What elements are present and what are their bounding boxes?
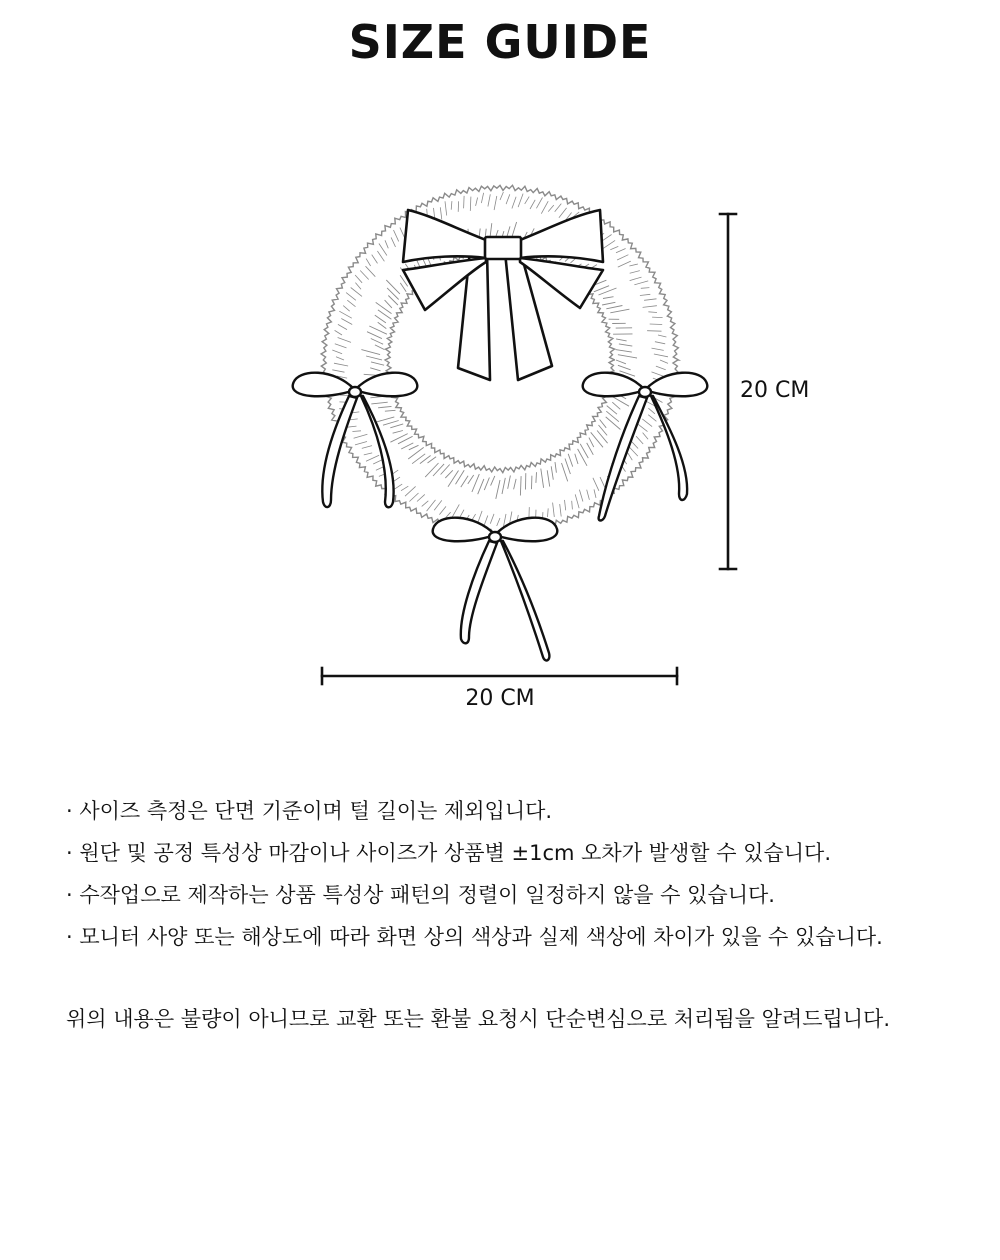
fur-strand (445, 201, 447, 215)
fur-strand (560, 504, 562, 516)
fur-strand (360, 271, 369, 280)
fur-strand (618, 261, 631, 267)
fur-strand (575, 454, 578, 464)
fur-strand (606, 306, 622, 309)
fur-strand (643, 306, 657, 308)
fur-strand (355, 283, 361, 290)
fur-strand (547, 470, 550, 486)
fur-strand (347, 300, 355, 307)
fur-strand (370, 368, 380, 371)
fur-strand (376, 302, 392, 313)
fur-strand (630, 277, 642, 281)
fur-strand (553, 503, 555, 517)
small-bow-bottom (433, 518, 558, 661)
fur-strand (371, 402, 387, 404)
fur-strand (394, 230, 399, 241)
fur-strand (647, 331, 661, 332)
fur-strand (606, 417, 621, 430)
fur-strand (440, 207, 442, 219)
fur-strand (593, 478, 599, 491)
fur-strand (367, 332, 382, 339)
page-title: SIZE GUIDE (348, 15, 652, 69)
note-item: · 원단 및 공정 특성상 마감이나 사이즈가 상품별 ±1cm 오차가 발생할 수 있습니다. (66, 841, 831, 865)
fur-strand (334, 363, 348, 366)
fur-strand (461, 476, 468, 487)
fur-strand (600, 420, 607, 428)
fur-strand (434, 500, 442, 510)
fur-strand (658, 335, 666, 337)
fur-strand (641, 288, 650, 289)
width-label: 20 CM (465, 686, 535, 711)
fur-strand (354, 434, 368, 438)
fur-strand (648, 408, 655, 414)
fur-strand (648, 312, 657, 313)
fur-strand (383, 421, 399, 426)
fur-strand (433, 464, 444, 476)
fur-strand (352, 431, 361, 432)
fur-strand (355, 275, 362, 283)
fur-strand (401, 486, 408, 491)
fur-strand (655, 342, 665, 344)
fur-strand (428, 457, 437, 463)
fur-strand (343, 306, 350, 312)
fur-strand (422, 501, 429, 507)
fur-strand (514, 479, 517, 489)
fur-strand (386, 280, 400, 294)
fur-strand (409, 493, 418, 502)
fur-strand (555, 204, 562, 212)
fur-strand (417, 494, 425, 501)
small-bow-right (583, 373, 708, 521)
size-notes-list (66, 790, 966, 958)
fur-strand (541, 469, 544, 488)
fur-strand (448, 471, 459, 487)
fur-strand (506, 194, 510, 204)
fur-strand (579, 490, 583, 502)
small-bows (293, 373, 708, 661)
fur-strand (425, 463, 438, 477)
fur-strand (497, 518, 500, 526)
fur-strand (610, 309, 629, 313)
fur-strand (439, 506, 446, 514)
fur-strand (555, 462, 556, 473)
fur-strand (393, 431, 403, 434)
fur-strand (636, 436, 643, 444)
fur-strand (559, 208, 567, 218)
fur-strand (445, 470, 453, 478)
fur-strand (366, 259, 371, 266)
fur-strand (494, 196, 497, 210)
fur-strand (594, 286, 609, 292)
small-bow-left (293, 373, 418, 508)
fur-strand (470, 197, 471, 211)
fur-strand (565, 459, 570, 475)
fur-strand (496, 480, 500, 499)
fur-strand (568, 454, 573, 467)
fur-strand (375, 315, 386, 323)
fur-strand (377, 251, 384, 261)
fur-strand (366, 455, 379, 461)
fur-strand (629, 264, 638, 266)
fur-strand (578, 449, 587, 466)
fur-strand (371, 362, 384, 365)
fur-strand (650, 324, 663, 325)
height-label: 20 CM (740, 378, 810, 403)
fur-strand (385, 240, 388, 248)
fur-strand (572, 501, 573, 510)
fur-strand (616, 360, 626, 364)
fur-strand (628, 453, 633, 460)
fur-strand (338, 324, 347, 329)
fur-strand (616, 249, 626, 253)
note-item: · 사이즈 측정은 단면 기준이며 털 길이는 제외입니다. (66, 799, 553, 823)
fur-strand (602, 302, 615, 305)
fur-strand (355, 442, 367, 445)
fur-strand (541, 201, 548, 214)
fur-strand (652, 348, 664, 350)
fur-strand (603, 240, 615, 248)
fur-strand (630, 271, 640, 274)
fur-strand (565, 500, 566, 510)
fur-strand (589, 438, 594, 448)
fur-strand (364, 453, 372, 455)
fur-strand (375, 345, 385, 350)
fur-strand (643, 433, 649, 440)
fur-strand (478, 479, 484, 494)
fur-strand (339, 311, 352, 318)
fur-strand (378, 310, 392, 319)
height-dimension (720, 214, 736, 569)
fur-strand (575, 494, 579, 508)
fur-strand (336, 357, 344, 360)
fur-strand (610, 246, 618, 249)
fur-strand (378, 406, 391, 407)
fur-strand (654, 354, 668, 357)
fur-strand (508, 476, 511, 489)
fur-strand (379, 244, 387, 256)
fur-strand (390, 424, 403, 428)
fur-strand (612, 402, 620, 409)
fur-strand (500, 192, 503, 200)
fur-strand (652, 372, 664, 376)
fur-strand (409, 445, 419, 450)
fur-strand (525, 197, 530, 204)
fur-strand (387, 288, 399, 300)
note-item: · 수작업으로 제작하는 상품 특성상 패턴의 정렬이 일정하지 않을 수 있습니다. (66, 883, 775, 907)
fur-strand (656, 366, 666, 370)
fur-strand (644, 299, 656, 301)
fur-strand (451, 201, 452, 210)
fur-strand (551, 466, 553, 479)
fur-strand (366, 356, 382, 360)
fur-strand (652, 317, 663, 318)
bow-loop-left (403, 210, 486, 262)
fur-strand (372, 255, 378, 264)
fur-strand (488, 194, 490, 206)
fur-strand (371, 339, 383, 345)
fur-strand (587, 490, 590, 500)
exchange-disclaimer: 위의 내용은 불량이 아니므로 교환 또는 환불 요청시 단순변심으로 처리됨을 알려드립니다. (66, 1007, 891, 1031)
fur-strand (405, 486, 416, 496)
fur-strand (366, 266, 376, 277)
fur-strand (434, 208, 435, 218)
width-dimension (322, 668, 677, 684)
fur-strand (603, 297, 614, 299)
fur-strand (597, 431, 608, 444)
bow-loop-right (520, 210, 603, 262)
fur-strand (335, 330, 342, 335)
fur-strand (452, 504, 459, 517)
fur-strand (332, 370, 344, 372)
fur-strand (332, 350, 342, 354)
fur-strand (660, 360, 668, 363)
fur-strand (464, 196, 465, 208)
fur-strand (600, 477, 605, 488)
fur-strand (502, 478, 505, 494)
fur-strand (618, 365, 631, 370)
fur-strand (362, 446, 372, 449)
fur-strand (376, 417, 395, 422)
fur-strand (536, 198, 542, 209)
fur-strand (512, 197, 516, 209)
fur-strand (361, 350, 380, 355)
fur-strand (378, 322, 387, 328)
note-item: · 모니터 사양 또는 해상도에 따라 화면 상의 색상과 실제 색상에 차이가 있을 수 있습니다. (66, 925, 883, 949)
fur-strand (400, 283, 406, 292)
bow-knot (485, 237, 521, 259)
fur-strand (530, 200, 535, 209)
fur-strand (618, 355, 637, 358)
fur-strand (642, 419, 652, 427)
fur-strand (491, 476, 495, 486)
fur-strand (594, 489, 596, 498)
fur-strand (335, 344, 347, 348)
fur-strand (616, 339, 627, 341)
fur-strand (476, 198, 478, 206)
fur-strand (412, 454, 425, 464)
fur-strand (481, 193, 483, 203)
fur-strand (606, 411, 619, 422)
fur-strand (640, 294, 650, 295)
fur-strand (518, 194, 523, 208)
fur-strand (338, 338, 351, 343)
fur-strand (548, 205, 554, 212)
fur-strand (385, 300, 392, 308)
fur-strand (385, 410, 396, 411)
fur-strand (634, 281, 648, 285)
fur-strand (619, 344, 632, 346)
fur-strand (617, 255, 628, 260)
fur-strand (536, 472, 537, 483)
fur-strand (341, 319, 352, 325)
fur-strand (520, 476, 521, 495)
fur-strand (648, 415, 656, 422)
fur-strand (484, 478, 489, 491)
fur-strand (468, 475, 474, 484)
fur-strand (346, 293, 356, 301)
fur-strand (548, 508, 549, 517)
fur-strand (616, 350, 632, 353)
fur-strand (390, 434, 407, 443)
fur-strand (391, 237, 395, 247)
fur-strand (562, 463, 568, 481)
fur-strand (490, 514, 494, 524)
